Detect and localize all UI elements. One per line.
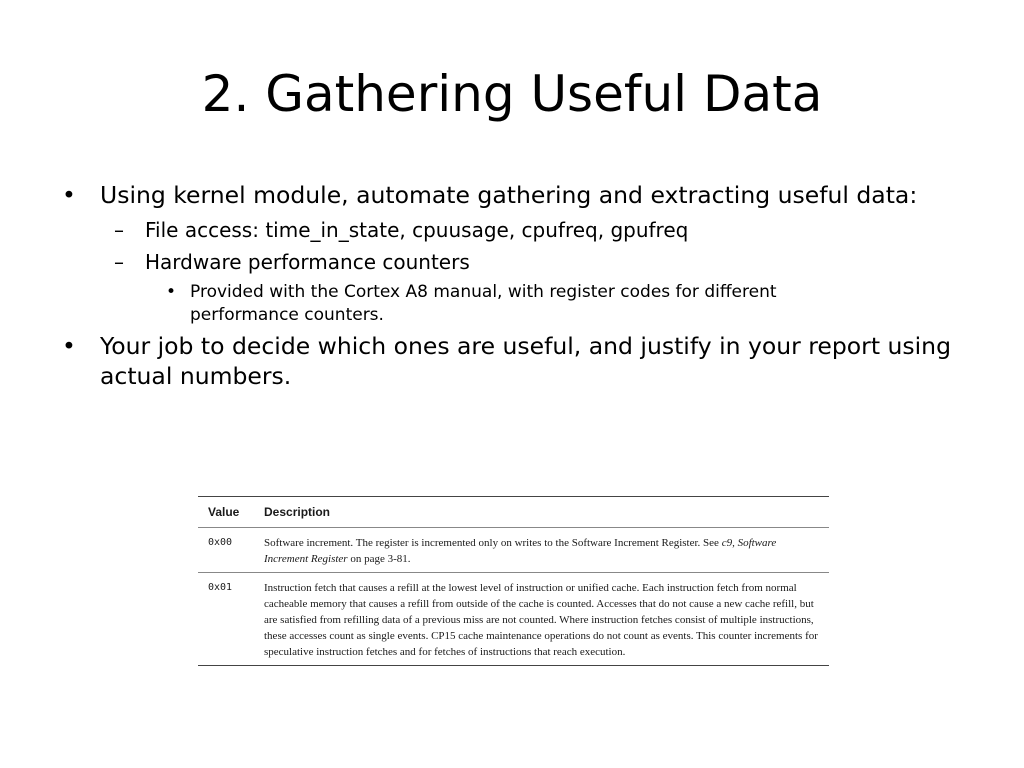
sub-bullet-text: Hardware performance counters — [145, 250, 470, 274]
bullet-text: Your job to decide which ones are useful, and justify in your report using actual numbers. — [100, 332, 951, 390]
header-description: Description — [264, 505, 331, 519]
bullet-marker: • — [62, 332, 76, 360]
bullet-item — [60, 180, 960, 210]
event-table — [198, 496, 829, 666]
sub-sub-bullet-text: Provided with the Cortex A8 manual, with register codes for different performance counters. — [190, 282, 777, 325]
sub-sub-bullet-item — [60, 278, 880, 327]
bullet-list — [60, 180, 960, 395]
desc-reference: c9, Software Increment Register — [264, 537, 777, 565]
desc-text: on page 3-81. — [350, 553, 411, 565]
cell-description: Instruction fetch that causes a refill at the lowest level of instruction or unified cache. Each instruction fetch from normal cacheable memory that causes a refill from outside of the cache is counted. Accesses that do not cause a new cache refill, but are satisfied from refilling data of a previous miss are not counted. Where instruction fetches consist of multiple instructions, these accesses count as single events. CP15 cache maintenance operations do not count as events. This counter increments for speculative instruction fetches and for fetches of instructions that reach execution. — [264, 582, 818, 658]
sub-bullet-text: File access: time_in_state, cpuusage, cpufreq, gpufreq — [145, 218, 689, 242]
sub-bullet-item — [60, 246, 960, 278]
cell-value: 0x01 — [208, 582, 233, 593]
table-row — [198, 573, 829, 666]
slide-title: 2. Gathering Useful Data — [201, 65, 823, 123]
bullet-marker: • — [62, 181, 76, 209]
bullet-marker: • — [166, 282, 177, 302]
header-value: Value — [208, 505, 240, 519]
table-row — [198, 528, 829, 573]
sub-bullet-item — [60, 214, 960, 246]
desc-text: Software increment. The register is incremented only on writes to the Software Increment Register. See — [264, 537, 719, 549]
cell-value: 0x00 — [208, 537, 233, 548]
dash-marker: – — [114, 218, 124, 242]
bullet-item — [60, 331, 960, 391]
table-header-row — [198, 497, 829, 528]
bullet-text: Using kernel module, automate gathering and extracting useful data: — [100, 181, 918, 209]
dash-marker: – — [114, 250, 124, 274]
cell-description — [264, 535, 829, 567]
